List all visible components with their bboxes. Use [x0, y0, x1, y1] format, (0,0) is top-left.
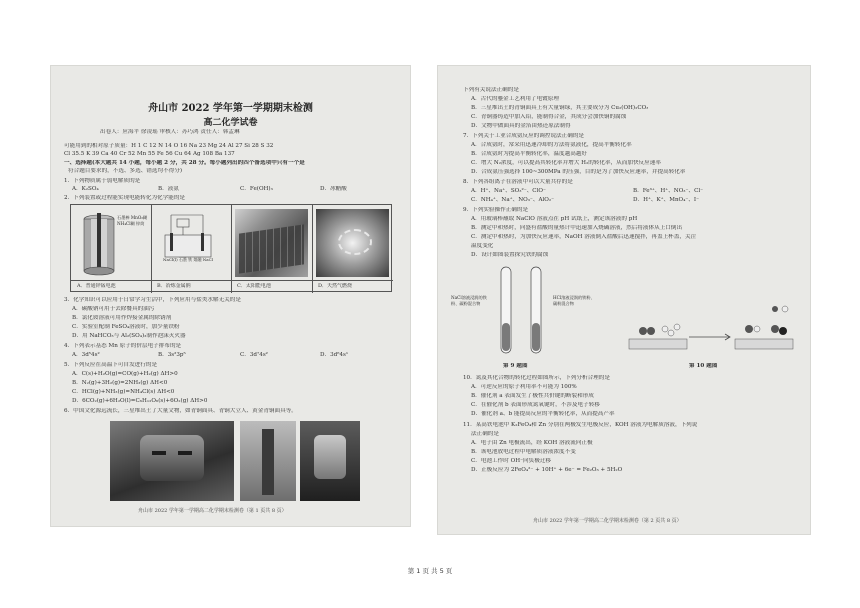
q6-continuation: 下列有关说法正确的是	[463, 87, 519, 93]
question-2: 2．下列装置或过程能实现电能转化为化学能的是	[64, 195, 186, 201]
figure-9-caption: 第 9 题图	[503, 363, 528, 369]
figure-10-caption: 第 10 题图	[689, 363, 718, 369]
exam-subtitle: 高二化学试卷	[203, 118, 258, 128]
q2-figure-table	[70, 204, 392, 292]
q9-option-d: D．设计如图装置探究铁的腐蚀	[471, 252, 549, 258]
q7-option-a: A．合成氨时，常采用迅速冷却的方法将氨液化，提高平衡转化率	[471, 142, 632, 148]
q1-option-d: D．冰醋酸	[320, 186, 347, 192]
q5-option-d: D．6CO₂(g)+6H₂O(l)=C₆H₁₂O₆(s)+6O₂(g) ΔH>0	[72, 398, 208, 404]
q1-option-c: C．Fe(OH)₃	[240, 186, 273, 192]
question-10: 10．氮及其化合物的转化过程如图所示，下列分析合理的是	[463, 375, 610, 381]
q8-option-d: D．H⁺、K⁺、MnO₄⁻、I⁻	[633, 197, 700, 203]
q2-option-b: B．冶炼金属钠	[157, 283, 191, 289]
test-tube-right-icon	[523, 265, 549, 357]
q2-option-a: A．普通锌锰电池	[77, 283, 116, 289]
q9-option-a: A．用玻璃棒蘸取 NaClO 溶液点在 pH 试纸上，测定该溶液的 pH	[471, 216, 638, 222]
q2-option-c: C．太阳能电池	[237, 283, 271, 289]
question-7: 7．下列关于工业合成氨反应的调控说法正确的是	[463, 133, 585, 139]
q6-option-a: A．古代的鎏金工艺利用了电镀原理	[471, 96, 559, 102]
question-11: 11．某高铁电池中 K₂FeO₄和 Zn 分别在两极发生电极反应，KOH 溶液为电解质溶液，下列说	[463, 422, 698, 428]
q6-option-c: C．青铜器铸造中加入铅，能制得合金，其成分会加快铜的腐蚀	[471, 114, 627, 120]
question-9: 9．下列实验操作正确的是	[463, 207, 529, 213]
q3-option-b: B．氯化铵溶液可用作焊接金属的除锈剂	[72, 315, 172, 321]
bronze-standing-figure-photo	[240, 421, 296, 501]
question-1: 1．下列物质属于弱电解质的是	[64, 178, 141, 184]
q7-option-b: B．合成氨时为提高平衡转化率，温度越高越好	[471, 151, 587, 157]
q7-option-d: D．合成氨压强选择 100~300MPa 的压强，目的是为了加快反应速率，并提高转化率	[471, 169, 686, 175]
electrolysis-labels: NaCl(l) 石墨 铁 熔融 NaCl	[163, 257, 213, 262]
q9-option-c-cont: 温度变化	[471, 243, 494, 249]
q8-option-a: A．H⁺、Na⁺、SO₃²⁻、ClO⁻	[471, 188, 546, 194]
gold-mask-photo	[300, 421, 360, 501]
q11-option-d: D．正极反应为 2FeO₄²⁻ + 10H⁺ + 6e⁻ = Fe₂O₃ + 5H₂O	[471, 467, 623, 473]
q8-option-c: C．NH₄⁺、Na⁺、NO₃⁻、AlO₂⁻	[471, 197, 555, 203]
q6-option-d: D．文物中做面具的金箔由热还原法制得	[471, 123, 571, 129]
page-1-footer: 舟山市 2022 学年第一学期高二化学期末检测卷（第 1 页共 8 页）	[138, 508, 287, 514]
section1-heading: 一、选择题(本大题共 14 小题，每小题 2 分，共 28 分。每小题列出的四个备选项中只有一个是	[64, 160, 305, 166]
gas-stove-photo	[316, 209, 389, 277]
electrolysis-cell-icon	[157, 211, 227, 277]
q2-option-d: D．天然气燃烧	[318, 283, 353, 289]
q3-option-c: C．实验室配制 FeSO₄溶液时，加少量铁粉	[72, 324, 180, 330]
page-number: 第 1 页 共 5 页	[407, 567, 453, 575]
q10-option-a: A．可逆反应的原子利用率不可能为 100%	[471, 384, 577, 390]
exam-page-2-photo	[437, 65, 811, 535]
q9-option-b: B．测定中和热时，向盛有盐酸的量热计中迅速加入烧碱溶液，然后将液体从上口倒出	[471, 225, 683, 231]
q5-option-c: C．HCl(g)+NH₃(g)=NH₄Cl(s) ΔH<0	[72, 389, 175, 395]
exam-page-1-photo	[50, 65, 411, 527]
question-6: 6．中国文化源远流长，三星堆出土了大量文物，如青铜面具、青铜大立人、黄金青铜面具等。	[64, 408, 297, 414]
q6-option-b: B．三星堆出土的青铜面具上有大量铜绿，其主要成分为 Cu₂(OH)₂CO₃	[471, 105, 649, 111]
question-8: 8．下列各组离子在溶液中可以大量共存的是	[463, 179, 573, 185]
section1-heading-cont: 符合题目要求的，不选、多选、错选均不得分)	[68, 168, 183, 174]
q10-option-c: C．在催化剂 b 表面形成氮氧键时，不涉及电子转移	[471, 402, 600, 408]
question-3: 3．化学知识可以应用于日常学习生活中，下列应用与盐类水解无关的是	[64, 297, 241, 303]
test-tube-left-icon	[493, 265, 519, 357]
q4-option-c: C．3d⁷4s²	[240, 352, 268, 358]
page-2-footer: 舟山市 2022 学年第一学期高二化学期末检测卷（第 2 页共 8 页）	[533, 518, 682, 524]
atomic-masses-line1: 可能用到的相对原子质量：H 1 C 12 N 14 O 16 Na 23 Mg 24 Al 27 Si 28 S 32	[64, 143, 274, 149]
exam-staff: 出卷人：应海平 徐凌瑶 审核人：苏巧鸿 责任人：韩孟琳	[100, 129, 240, 135]
q5-option-b: B．N₂(g)+3H₂(g)=2NH₃(g) ΔH<0	[72, 380, 168, 386]
atomic-masses-line2: Cl 35.5 K 39 Ca 40 Cr 52 Mn 55 Fe 56 Cu 64 Ag 108 Ba 137	[64, 151, 235, 157]
question-11-cont: 法正确的是	[471, 431, 499, 437]
q4-option-d: D．3d⁶4s¹	[320, 352, 349, 358]
nitrogen-conversion-diagram	[625, 299, 801, 361]
q10-option-d: D．催化剂 a、b 能提高反应的平衡转化率，从而提高产率	[471, 411, 615, 417]
battery-labels: 石墨棒 MnO₂糊 NH₄Cl糊 锌筒	[117, 215, 148, 226]
q9-option-c: C．测定中和热时，为加快反应速率，NaOH 溶液倒入盐酸后迅速搅拌，再盖上杯盖，关注	[471, 234, 697, 240]
q5-option-a: A．C(s)+H₂O(g)=CO(g)+H₂(g) ΔH>0	[72, 371, 178, 377]
q11-option-c: C．电池工作时 OH⁻向负极迁移	[471, 458, 552, 464]
exam-title: 舟山市 2022 学年第一学期期末检测	[148, 103, 313, 114]
q11-option-a: A．电子由 Zn 电极流出，经 KOH 溶液流向正极	[471, 440, 593, 446]
question-4: 4．下列表示基态 Mn 原子的价层电子排布的是	[64, 343, 182, 349]
q3-option-a: A．碳酸钠可用于去除餐具的油污	[72, 306, 155, 312]
q11-option-b: B．该电池放电过程中电解质溶液浓度不变	[471, 449, 576, 455]
bronze-mask-photo	[110, 421, 234, 501]
solar-panel-photo	[235, 209, 308, 277]
question-5: 5．下列反应在高温下可自发进行的是	[64, 362, 158, 368]
q7-option-c: C．增大 N₂浓度，可以提高其转化率并增大 H₂的转化率，从而加快反应速率	[471, 160, 661, 166]
q1-option-a: A．K₂SO₄	[72, 186, 99, 192]
q3-option-d: D．用 NaHCO₃与 Al₂(SO₄)₃制作泡沫灭火器	[72, 333, 186, 339]
q4-option-b: B．3s²3p⁵	[158, 352, 186, 358]
q8-option-b: B．Fe³⁺、H⁺、NO₃⁻、Cl⁻	[633, 188, 704, 194]
q1-option-b: B．液氨	[158, 186, 179, 192]
q10-option-b: B．催化剂 a 表面发生了极性共价键的断裂和形成	[471, 393, 594, 399]
tube-right-label: HCl溶液浸润的铁粉、碳粉混合物	[553, 295, 595, 306]
tube-left-label: NaCl溶液浸润的铁粉、碳粉混合物	[451, 295, 487, 306]
q4-option-a: A．3d⁵4s²	[72, 352, 100, 358]
